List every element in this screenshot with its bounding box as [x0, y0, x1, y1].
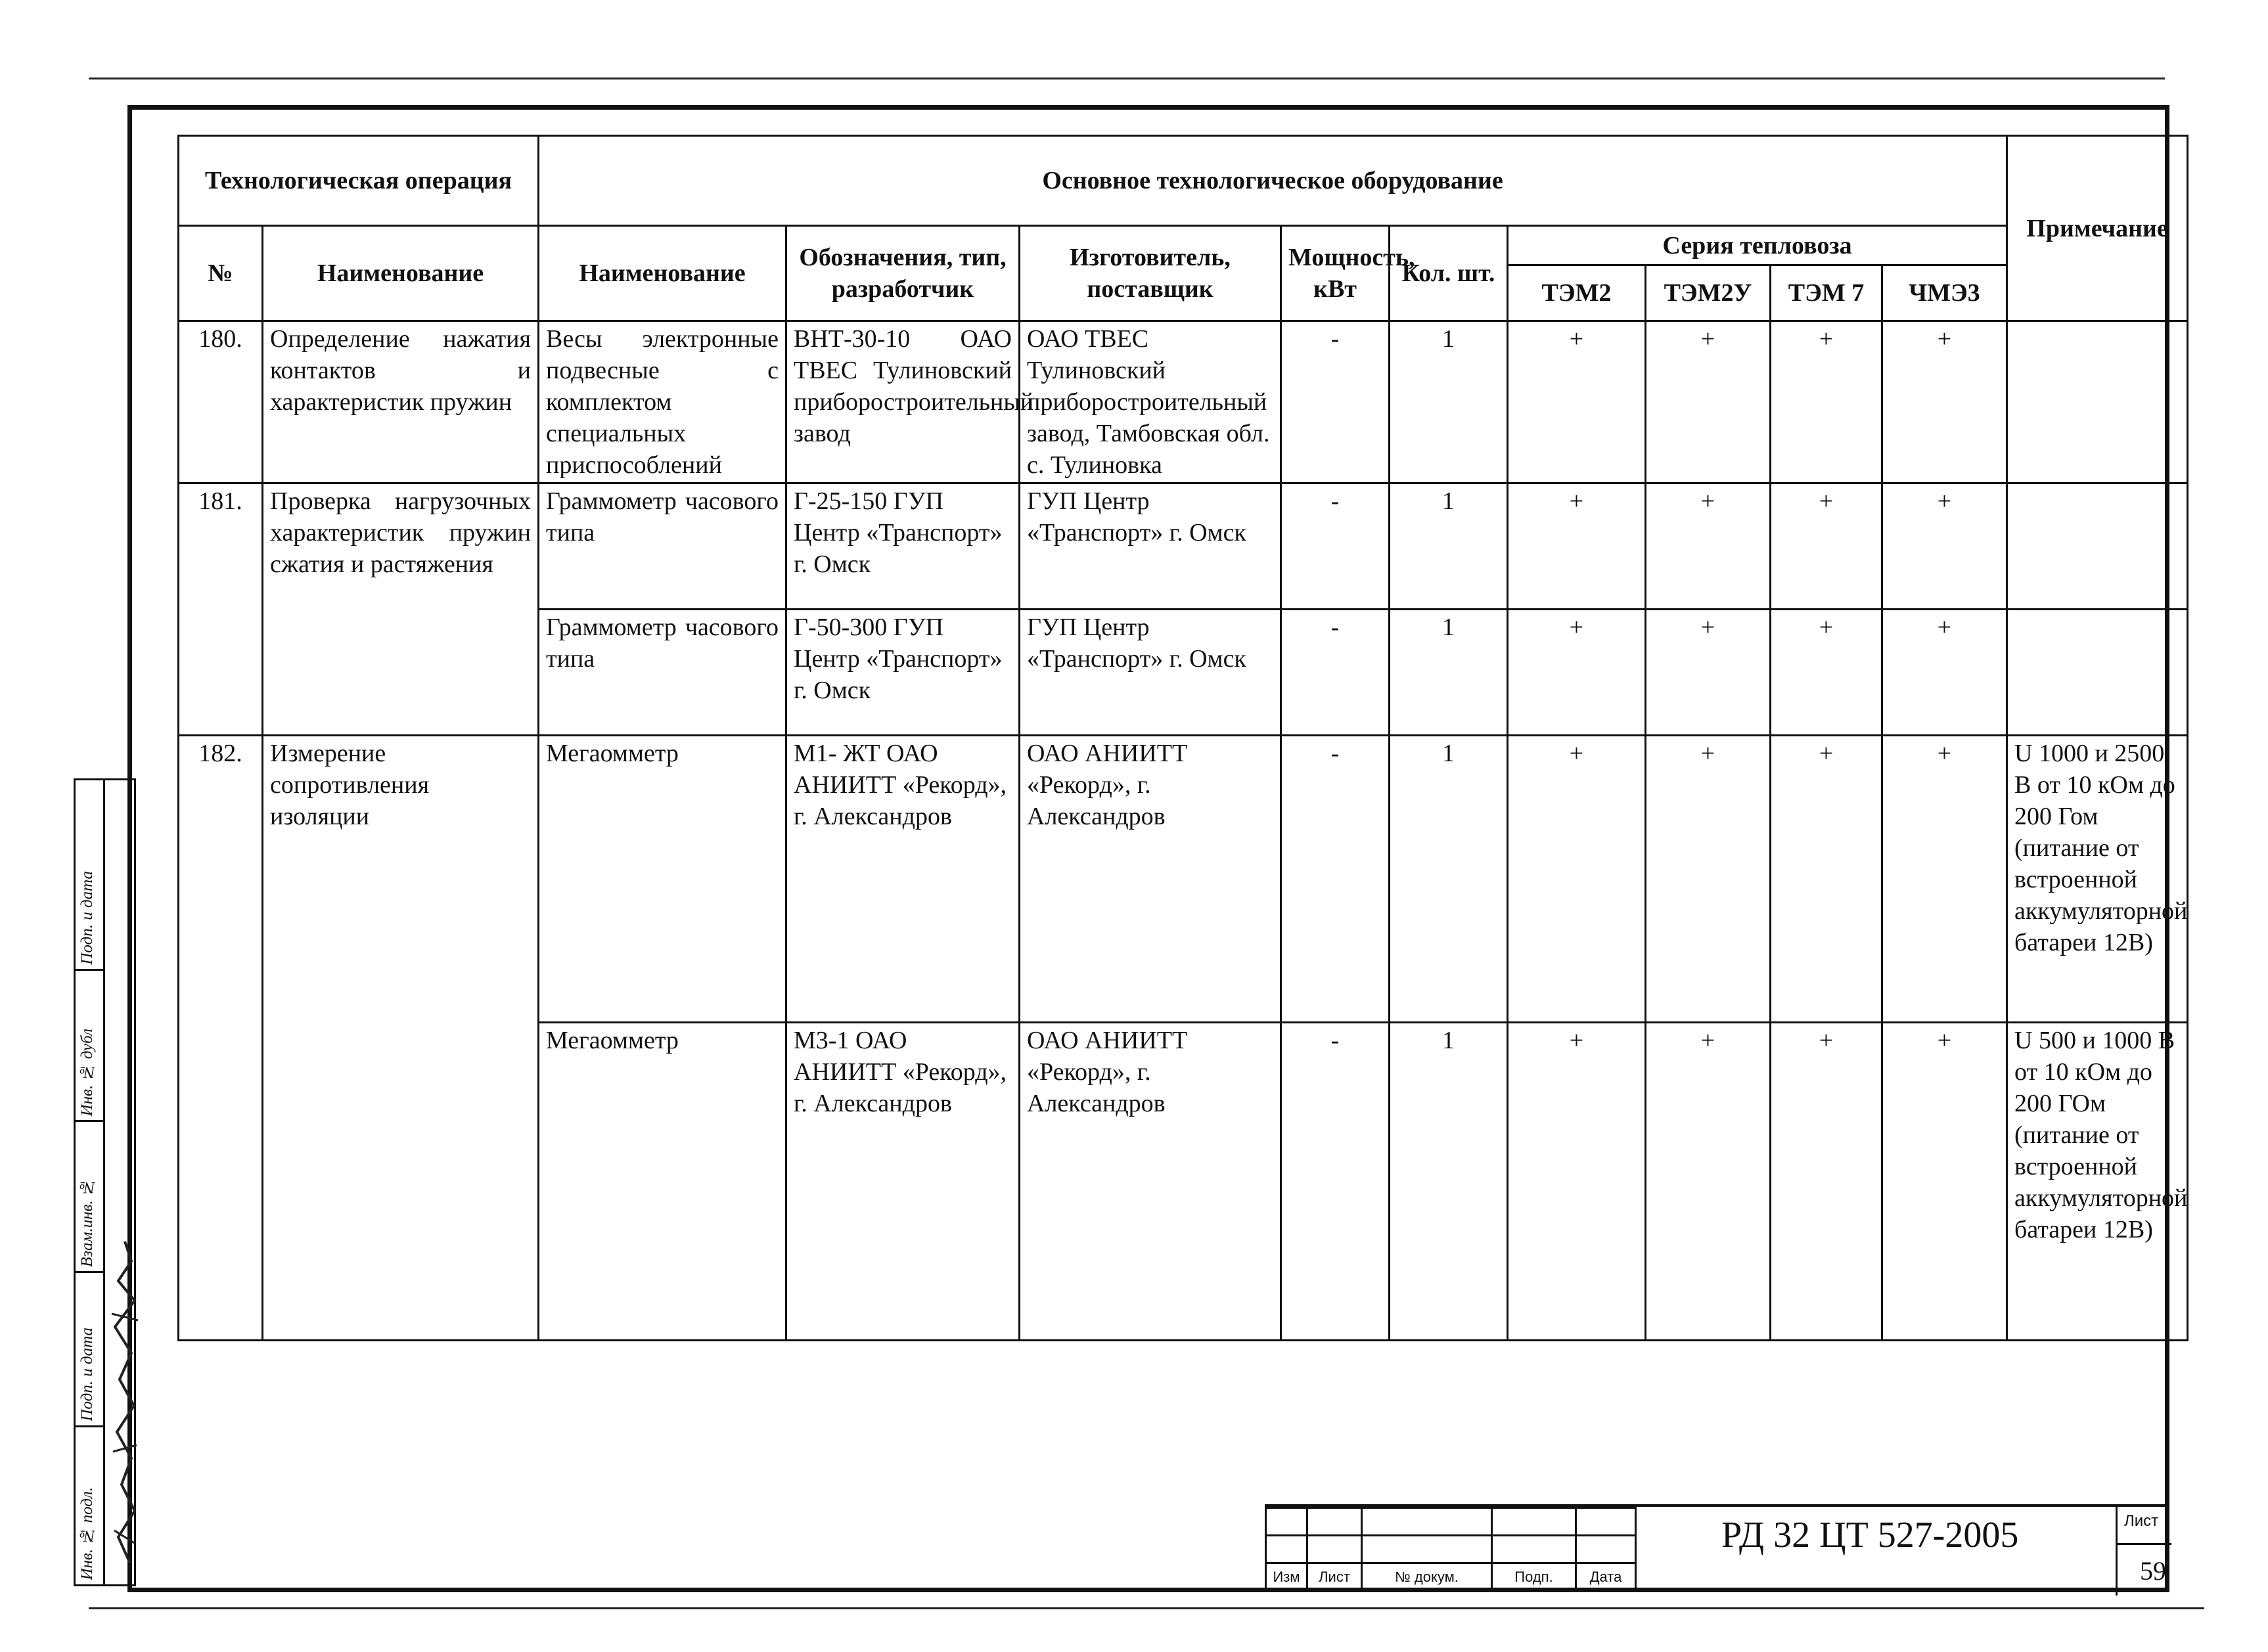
maker: ОАО АНИИТТ «Рекорд», г. Александров [1020, 1023, 1281, 1341]
row-number: 180. [179, 321, 263, 483]
inv-podl-label: Инв. № подл. [78, 1487, 96, 1580]
bottom-rule [89, 1607, 2204, 1609]
designation: Г-50-300 ГУП Центр «Транспорт» г. Омск [786, 610, 1020, 736]
mark-chme3: + [1882, 321, 2007, 483]
row-number: 182. [179, 736, 263, 1341]
podp-data-label: Подп. и дата [78, 871, 96, 965]
sheet-box [2116, 1507, 2171, 1596]
power: - [1281, 610, 1390, 736]
strip-cell [76, 780, 103, 971]
sheet-label: Лист [2124, 1512, 2159, 1530]
note [2007, 321, 2188, 483]
maker: ГУП Центр «Транспорт» г. Омск [1020, 610, 1281, 736]
mark-tem7: + [1771, 321, 1882, 483]
qty: 1 [1390, 610, 1508, 736]
mark-tem2: + [1508, 610, 1646, 736]
mark-chme3: + [1882, 610, 2007, 736]
note-header: Примечание [2007, 136, 2188, 321]
mark-tem2: + [1508, 1023, 1646, 1341]
power: - [1281, 736, 1390, 1023]
mark-chme3: + [1882, 483, 2007, 610]
equipment-table [177, 135, 2189, 1341]
strip-cell [76, 1122, 103, 1273]
mark-tem2u: + [1646, 610, 1771, 736]
qty-header: Кол. шт. [1390, 226, 1508, 321]
series-tem7: ТЭМ 7 [1771, 265, 1882, 321]
table-row [179, 736, 2188, 1023]
operation-name: Определение нажатия контактов и характеристик пружин [263, 321, 539, 483]
strip-cell [76, 1273, 103, 1427]
inv-dubl-label: Инв. № дубл [78, 1028, 96, 1116]
mark-tem2u: + [1646, 736, 1771, 1023]
mark-chme3: + [1882, 1023, 2007, 1341]
mark-tem7: + [1771, 736, 1882, 1023]
mark-tem7: + [1771, 1023, 1882, 1341]
qty: 1 [1390, 1023, 1508, 1341]
row-number: 181. [179, 483, 263, 736]
main-equipment-header: Основное технологическое оборудование [539, 136, 2007, 226]
note: U 1000 и 2500 В от 10 кОм до 200 Гом (питание от встроенной аккумуляторной батареи 12В) [2007, 736, 2188, 1023]
tech-operation-header: Технологическая операция [179, 136, 539, 226]
top-rule [89, 78, 2165, 79]
operation-name: Измерение сопротивления изоляции [263, 736, 539, 1341]
power: - [1281, 1023, 1390, 1341]
power-header: Мощность, кВт [1281, 226, 1390, 321]
designation: М3-1 ОАО АНИИТТ «Рекорд», г. Александров [786, 1023, 1020, 1341]
header-row-2 [179, 226, 2188, 265]
equipment-name: Весы электронные подвесные с комплектом специальных приспособлений [539, 321, 786, 483]
operation-name-header: Наименование [263, 226, 539, 321]
table-row [179, 321, 2188, 483]
header-row-1 [179, 136, 2188, 226]
equipment-name-header: Наименование [539, 226, 786, 321]
num-header: № [179, 226, 263, 321]
series-chme3: ЧМЭ3 [1882, 265, 2007, 321]
series-header: Серия тепловоза [1508, 226, 2007, 265]
mark-tem2u: + [1646, 483, 1771, 610]
note [2007, 610, 2188, 736]
table-row [179, 483, 2188, 610]
podp-data-label-2: Подп. и дата [78, 1328, 96, 1421]
note [2007, 483, 2188, 610]
document-code: РД 32 ЦТ 527-2005 [1721, 1515, 2019, 1555]
revision-grid [1265, 1507, 1637, 1592]
izm-label: Изм [1266, 1563, 1307, 1591]
vzam-inv-label: Взам.инв. № [78, 1178, 96, 1267]
data-label: Дата [1576, 1563, 1636, 1591]
list-label: Лист [1307, 1563, 1362, 1591]
designation: ВНТ-30-10 ОАО ТВЕС Тулиновский приборостроительный завод [786, 321, 1020, 483]
series-tem2u: ТЭМ2У [1646, 265, 1771, 321]
maker-header: Изготовитель, поставщик [1020, 226, 1281, 321]
sheet-number: 59 [2118, 1543, 2171, 1586]
power: - [1281, 483, 1390, 610]
series-tem2: ТЭМ2 [1508, 265, 1646, 321]
designation: М1- ЖТ ОАО АНИИТТ «Рекорд», г. Александров [786, 736, 1020, 1023]
qty: 1 [1390, 321, 1508, 483]
equipment-name: Мегаомметр [539, 1023, 786, 1341]
handwritten-signature [105, 1235, 145, 1576]
mark-tem7: + [1771, 610, 1882, 736]
maker: ГУП Центр «Транспорт» г. Омск [1020, 483, 1281, 610]
qty: 1 [1390, 483, 1508, 610]
note: U 500 и 1000 В от 10 кОм до 200 ГОм (питание от встроенной аккумуляторной батареи 12В) [2007, 1023, 2188, 1341]
equipment-name: Граммометр часового типа [539, 610, 786, 736]
qty: 1 [1390, 736, 1508, 1023]
title-block [1265, 1504, 2169, 1596]
equipment-name: Мегаомметр [539, 736, 786, 1023]
designation-header: Обозначения, тип, разработчик [786, 226, 1020, 321]
dokum-label: № докум. [1362, 1563, 1492, 1591]
maker: ОАО ТВЕС Тулиновский приборостроительный завод, Тамбовская обл. с. Тулиновка [1020, 321, 1281, 483]
mark-tem2: + [1508, 483, 1646, 610]
power: - [1281, 321, 1390, 483]
designation: Г-25-150 ГУП Центр «Транспорт» г. Омск [786, 483, 1020, 610]
mark-tem2: + [1508, 736, 1646, 1023]
maker: ОАО АНИИТТ «Рекорд», г. Александров [1020, 736, 1281, 1023]
strip-cell [76, 1427, 103, 1584]
mark-tem7: + [1771, 483, 1882, 610]
podp-label: Подп. [1492, 1563, 1576, 1591]
mark-tem2u: + [1646, 321, 1771, 483]
strip-cell [76, 971, 103, 1122]
mark-tem2: + [1508, 321, 1646, 483]
operation-name: Проверка нагрузочных характеристик пружин сжатия и растяжения [263, 483, 539, 736]
mark-tem2u: + [1646, 1023, 1771, 1341]
mark-chme3: + [1882, 736, 2007, 1023]
equipment-name: Граммометр часового типа [539, 483, 786, 610]
